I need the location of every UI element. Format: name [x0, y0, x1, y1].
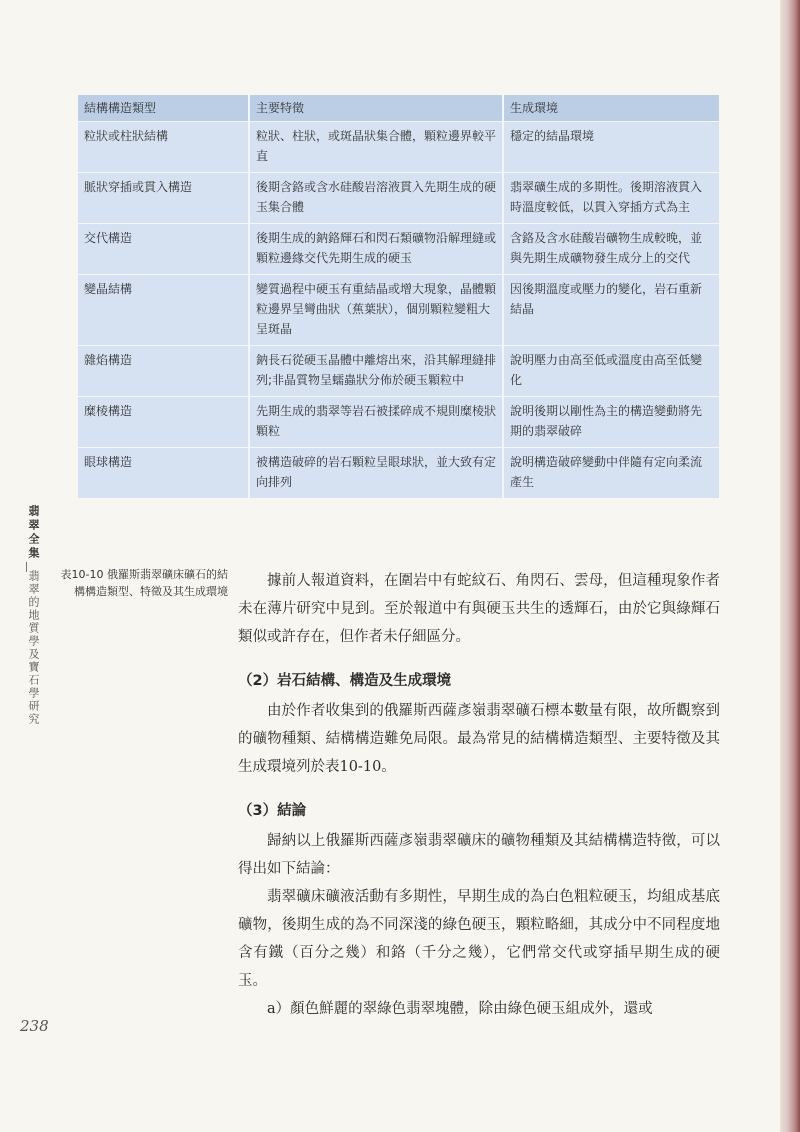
cell-environment: 因後期溫度或壓力的變化，岩石重新結晶	[503, 275, 719, 346]
cell-features: 後期生成的鈉鉻輝石和閃石類礦物沿解理縫或顆粒邊緣交代先期生成的硬玉	[249, 224, 503, 275]
cell-type: 脈狀穿插或貫入構造	[78, 173, 249, 224]
table-header-row	[78, 95, 719, 122]
book-spine-edge	[780, 0, 800, 1132]
table-row	[78, 346, 719, 397]
table-row	[78, 275, 719, 346]
paragraph: 由於作者收集到的俄羅斯西薩彥嶺翡翠礦石標本數量有限，故所觀察到的礦物種類、結構構造難免局限。最為常見的結構構造類型、主要特徵及其生成環境列於表10-10。	[238, 703, 720, 775]
table-row	[78, 448, 719, 499]
section-heading: （2）岩石結構、構造及生成環境	[238, 673, 452, 689]
table-caption: 表10-10 俄羅斯翡翠礦床礦石的結構構造類型、特徵及其生成環境	[60, 568, 228, 598]
cell-type: 交代構造	[78, 224, 249, 275]
cell-environment: 穩定的結晶環境	[503, 122, 719, 173]
cell-type: 變晶結構	[78, 275, 249, 346]
cell-type: 粒狀或柱狀結構	[78, 122, 249, 173]
header-features: 主要特徵	[249, 95, 503, 122]
cell-type: 雜焰構造	[78, 346, 249, 397]
table-row	[78, 397, 719, 448]
paragraph: 翡翠礦床礦液活動有多期性，早期生成的為白色粗粒硬玉，均組成基底礦物，後期生成的為不同深淺的綠色硬玉，顆粒略細，其成分中不同程度地含有鐵（百分之幾）和鉻（千分之幾），它們常交代或穿插早期生成的硬玉。	[238, 889, 720, 989]
book-title-vertical: 翡翠全集	[27, 505, 40, 561]
cell-environment: 翡翠礦生成的多期性。後期溶液貫入時溫度較低，以貫入穿插方式為主	[503, 173, 719, 224]
table-row	[78, 122, 719, 173]
cell-type: 眼球構造	[78, 448, 249, 499]
body-text	[238, 567, 720, 1023]
cell-features: 變質過程中硬玉有重結晶或增大現象，晶體顆粒邊界呈彎曲狀（蕉葉狀），個別顆粒變粗大呈斑晶	[249, 275, 503, 346]
paragraph: a）顏色鮮麗的翠綠色翡翠塊體，除由綠色硬玉組成外，還或	[267, 1001, 653, 1017]
paragraph: 歸納以上俄羅斯西薩彥嶺翡翠礦床的礦物種類及其結構構造特徵，可以得出如下結論：	[238, 833, 720, 877]
cell-environment: 含鉻及含水硅酸岩礦物生成較晚，並與先期生成礦物發生成分上的交代	[503, 224, 719, 275]
section-heading: （3）結論	[238, 803, 307, 819]
structure-table-grid	[78, 95, 719, 498]
table-row	[78, 224, 719, 275]
paragraph: 據前人報道資料，在圍岩中有蛇紋石、角閃石、雲母，但這種現象作者未在薄片研究中見到。至於報道中有與硬玉共生的透輝石，由於它與綠輝石類似或許存在，但作者未仔細區分。	[238, 573, 720, 645]
cell-environment: 說明構造破碎變動中伴隨有定向柔流產生	[503, 448, 719, 499]
cell-features: 粒狀、柱狀，或斑晶狀集合體，顆粒邊界較平直	[249, 122, 503, 173]
cell-environment: 說明後期以剛性為主的構造變動將先期的翡翠破碎	[503, 397, 719, 448]
cell-features: 鈉長石從硬玉晶體中離熔出來，沿其解理縫排列;非晶質物呈蠕蟲狀分佈於硬玉顆粒中	[249, 346, 503, 397]
cell-features: 被構造破碎的岩石顆粒呈眼球狀，並大致有定向排列	[249, 448, 503, 499]
cell-features: 後期含鉻或含水硅酸岩溶液貫入先期生成的硬玉集合體	[249, 173, 503, 224]
header-environment: 生成環境	[503, 95, 719, 122]
cell-type: 糜棱構造	[78, 397, 249, 448]
header-type: 結構構造類型	[78, 95, 249, 122]
cell-environment: 說明壓力由高至低或溫度由高至低變化	[503, 346, 719, 397]
structure-table	[78, 95, 719, 498]
table-row	[78, 173, 719, 224]
cell-features: 先期生成的翡翠等岩石被揉碎成不規則糜棱狀顆粒	[249, 397, 503, 448]
page-number: 238	[20, 1017, 49, 1035]
chapter-title-vertical: 翡翠的地質學及寶石學研究	[27, 570, 40, 726]
